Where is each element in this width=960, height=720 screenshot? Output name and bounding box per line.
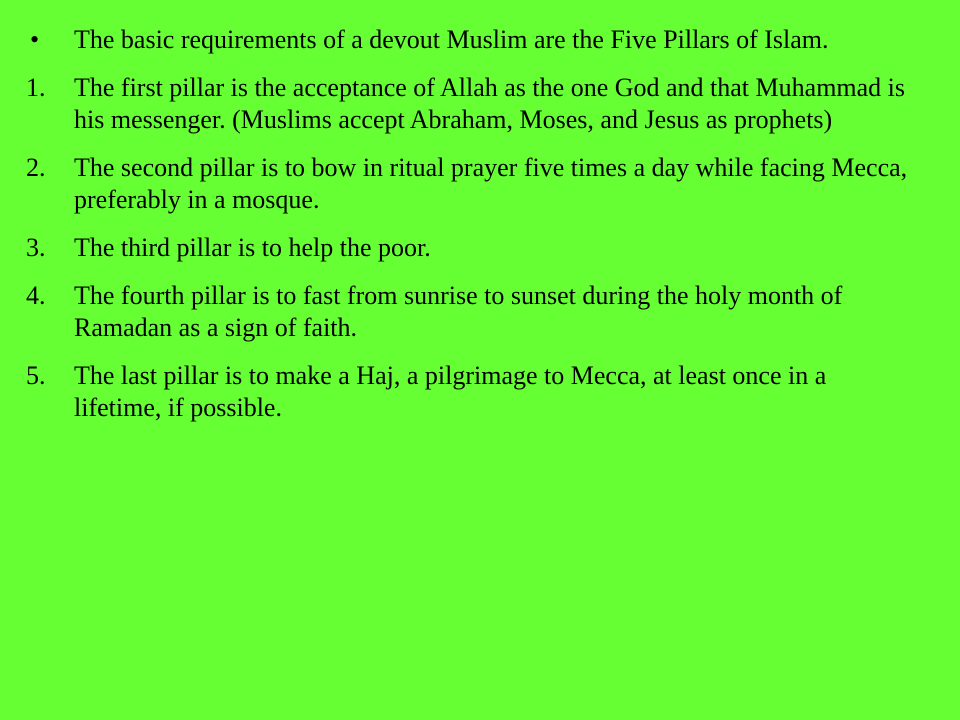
pillar-item-4	[26, 280, 920, 344]
pillar-number-4: 4.	[26, 281, 46, 310]
pillar-number-1: 1.	[26, 73, 46, 102]
pillar-text-3: The third pillar is to help the poor.	[74, 233, 431, 262]
pillar-text-5: The last pillar is to make a Haj, a pilgrimage to Mecca, at least once in a lifetime, if possible.	[74, 361, 827, 422]
pillar-item-5	[26, 360, 920, 424]
pillar-item-2	[26, 152, 920, 216]
bullet-marker: •	[30, 25, 40, 54]
pillar-number-2: 2.	[26, 153, 46, 182]
pillar-item-3	[26, 232, 920, 264]
intro-text: The basic requirements of a devout Muslim are the Five Pillars of Islam.	[74, 25, 829, 54]
pillar-text-2: The second pillar is to bow in ritual prayer five times a day while facing Mecca, preferably in a mosque.	[74, 153, 908, 214]
pillar-number-3: 3.	[26, 233, 46, 262]
pillar-text-1: The first pillar is the acceptance of Allah as the one God and that Muhammad is his messenger. (Muslims accept Abraham, Moses, and Jesus as prophets)	[74, 73, 906, 134]
pillar-number-5: 5.	[26, 361, 46, 390]
pillar-item-1	[26, 72, 920, 136]
pillar-text-4: The fourth pillar is to fast from sunrise to sunset during the holy month of Ramadan as a sign of faith.	[74, 281, 843, 342]
intro-bullet-item	[26, 24, 920, 56]
